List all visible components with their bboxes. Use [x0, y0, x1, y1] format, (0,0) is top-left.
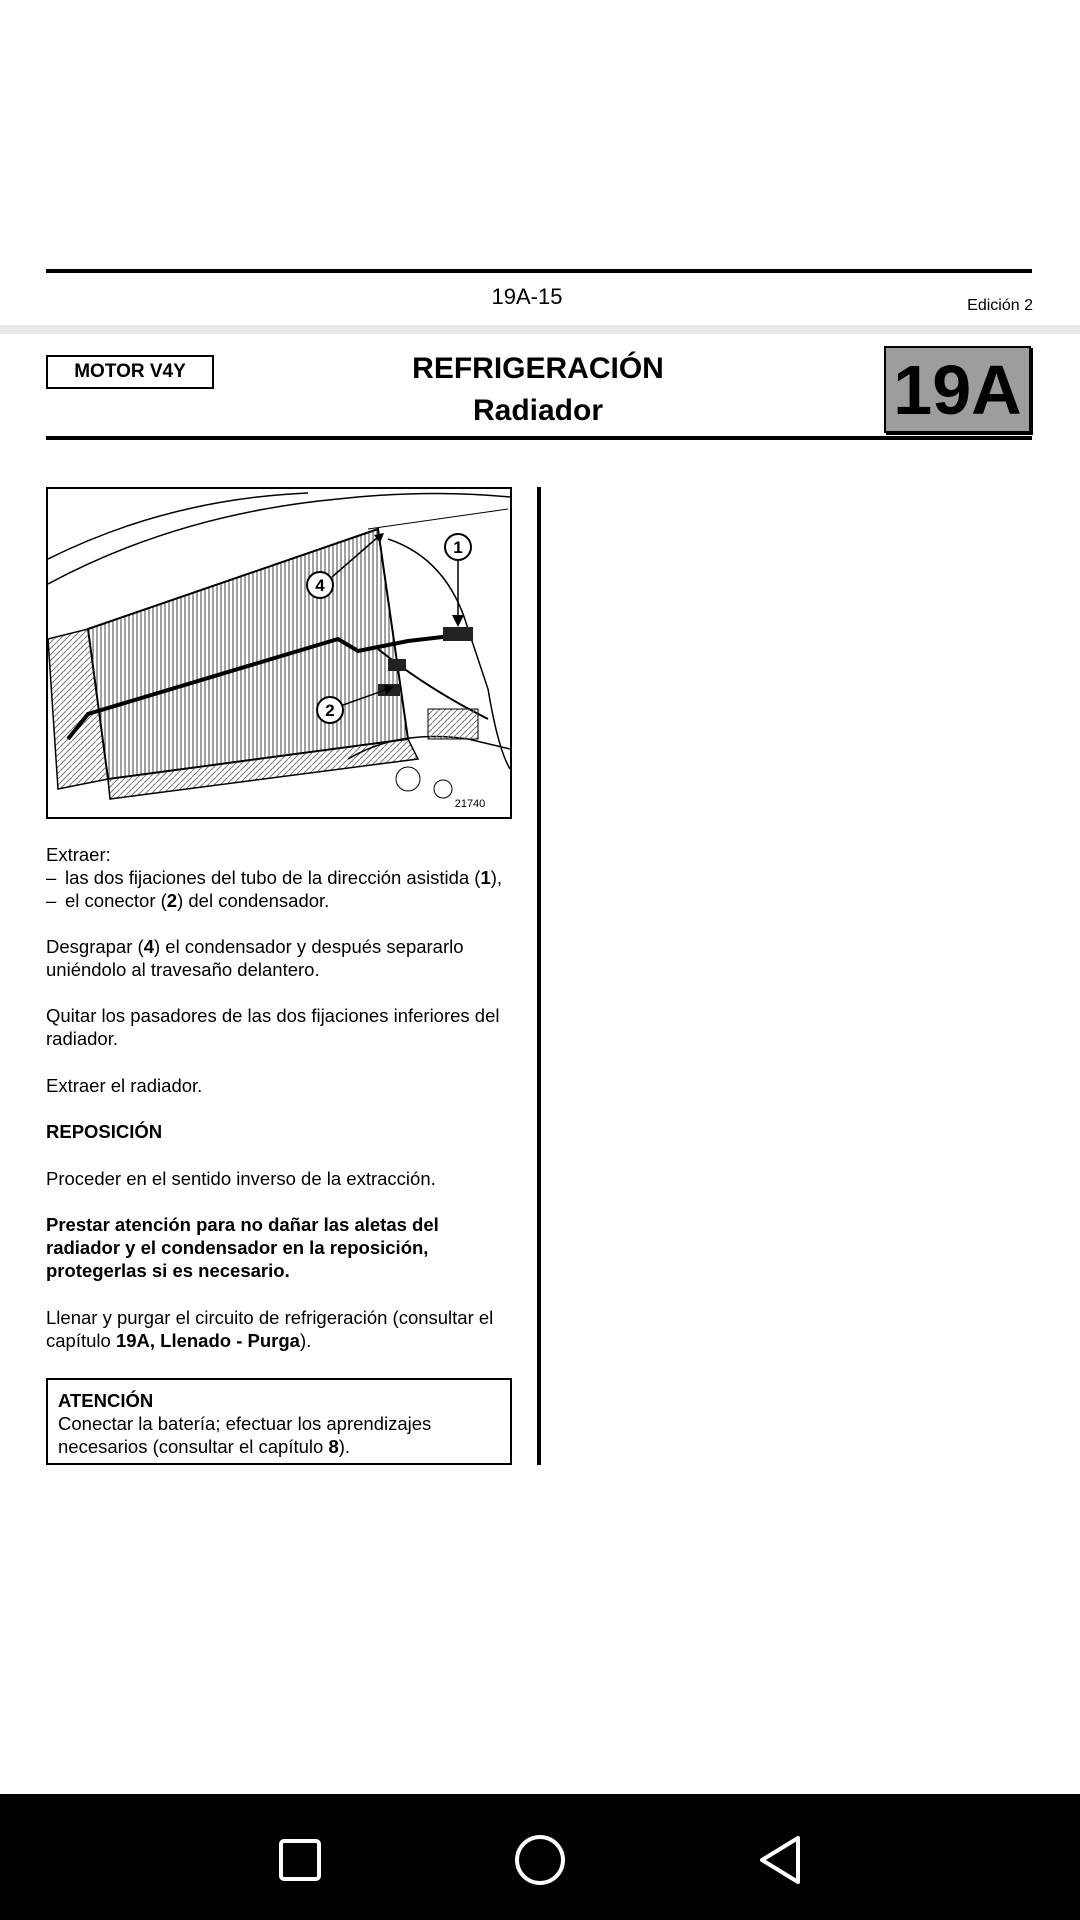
extraer-radiador-paragraph: Extraer el radiador.: [46, 1075, 203, 1096]
list-dash: –: [46, 890, 57, 911]
recents-icon: [270, 1830, 330, 1890]
back-icon: [750, 1830, 810, 1890]
list-item: – las dos fijaciones del tubo de la dirección asistida (1),: [46, 867, 503, 888]
back-button[interactable]: [750, 1830, 810, 1890]
list-dash: –: [46, 867, 57, 888]
page-title: [300, 348, 776, 432]
radiator-illustration: [48, 489, 510, 817]
radiator-diagram: [46, 487, 512, 819]
edition-label: Edición 2: [967, 297, 1033, 314]
header-bottom-rule: [46, 436, 1032, 440]
desgrapar-paragraph: Desgrapar (4) el condensador y después separarlo uniéndolo al travesaño delantero.: [46, 936, 464, 980]
extraer-intro: Extraer:: [46, 844, 111, 865]
callout-4: 4: [315, 576, 325, 595]
attention-title: ATENCIÓN: [58, 1390, 154, 1411]
proceder-paragraph: Proceder en el sentido inverso de la extracción.: [46, 1168, 436, 1189]
home-button[interactable]: [510, 1830, 570, 1890]
warning-paragraph: Prestar atención para no dañar las aletas del radiador y el condensador en la reposición, protegerlas si es necesario.: [46, 1214, 439, 1281]
list-item: – el conector (2) del condensador.: [46, 890, 330, 911]
page-separator: [0, 325, 1080, 334]
attention-box: [46, 1378, 512, 1465]
callout-2: 2: [325, 701, 335, 720]
chapter-title: REFRIGERACIÓN: [412, 352, 664, 385]
figure-ref-number: 21740: [454, 798, 486, 810]
reposicion-heading: REPOSICIÓN: [46, 1121, 163, 1142]
quitar-paragraph: Quitar los pasadores de las dos fijaciones inferiores del radiador.: [46, 1005, 500, 1049]
llenar-paragraph: Llenar y purgar el circuito de refrigeración (consultar el capítulo 19A, Llenado - Purga).: [46, 1307, 494, 1351]
column-divider: [537, 487, 541, 1465]
motor-label: MOTOR V4Y: [46, 355, 214, 389]
home-icon: [510, 1830, 570, 1890]
chapter-subtitle: Radiador: [472, 394, 604, 427]
attention-text: Conectar la batería; efectuar los aprendizajes necesarios (consultar el capítulo 8).: [58, 1413, 432, 1457]
page-number: 19A-15: [491, 284, 563, 309]
callout-1: 1: [453, 538, 463, 557]
header-top-rule: [46, 269, 1032, 273]
body-text: [46, 843, 516, 912]
recents-button[interactable]: [270, 1830, 330, 1890]
chapter-code-badge: 19A: [884, 346, 1031, 433]
